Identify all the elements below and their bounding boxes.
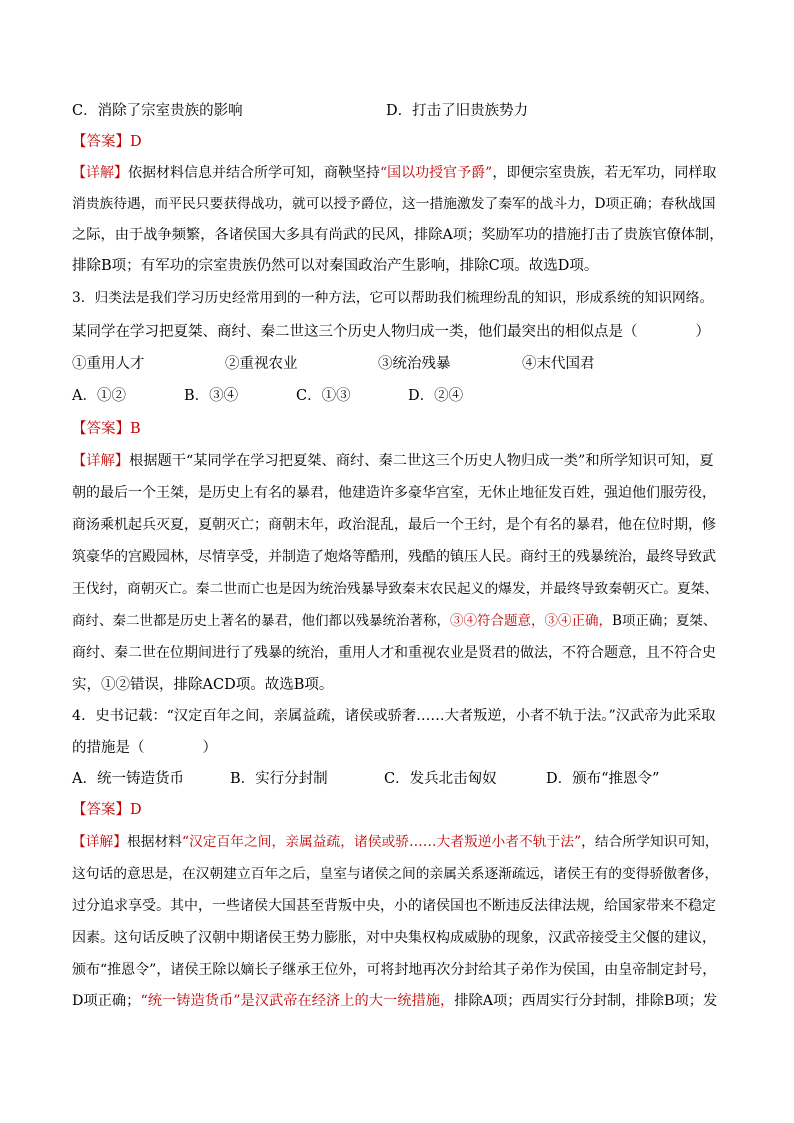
q3-detail-line-5: 王伐纣，商朝灭亡。秦二世而亡也是因为统治残暴导致秦末农民起义的爆发，并最终导致秦朝灭亡。夏桀、 — [72, 581, 719, 597]
highlighted-conclusion: ③④符合题意，③④正确， — [450, 613, 612, 629]
q3-detail-line-1 — [72, 451, 724, 471]
q3-item-4: ④末代国君 — [522, 356, 595, 372]
answer-value: B — [130, 421, 141, 437]
q4-option-a: A．统一铸造货币 — [72, 771, 184, 787]
q2-option-c: C．消除了宗室贵族的影响 — [72, 103, 243, 119]
q3-detail-line-6 — [72, 611, 724, 631]
detail-tag: 【详解】 — [72, 453, 130, 469]
q4-detail-line-1 — [72, 832, 724, 852]
text-span: ，结合所学知识可知， — [581, 834, 719, 850]
text-span: 根据题干“某同学在学习把夏桀、商纣、秦二世这三个历史人物归成一类”和所学知识可知，夏 — [129, 453, 714, 469]
answer-value: D — [130, 134, 142, 150]
q4-option-c: C．发兵北击匈奴 — [384, 771, 497, 787]
q3-stem-line-1: 3．归类法是我们学习历史经常用到的一种方法，它可以帮助我们梳理纷乱的知识，形成系统的知识网络。 — [72, 290, 714, 306]
q3-detail-line-2: 朝的最后一个王桀，是历史上有名的暴君，他建造许多豪华宫室，无休止地征发百姓，强迫他们服劳役， — [72, 485, 716, 501]
answer-value: D — [130, 802, 142, 818]
text-span: ，即便宗室贵族，若无军功，同样取 — [492, 165, 717, 181]
quoted-material: “汉定百年之间，亲属益疏，诸侯或骄……大者叛逆小者不轨于法” — [182, 834, 582, 850]
answer-tag: 【答案】 — [72, 421, 130, 437]
q3-item-1: ①重用人才 — [72, 356, 145, 372]
q2-detail-line-2: 消贵族待遇，而平民只要获得战功，就可以授予爵位，这一措施激发了秦军的战斗力，D项正确；春秋战国 — [72, 196, 716, 212]
answer-tag: 【答案】 — [72, 134, 130, 150]
q3-option-c: C．①③ — [296, 388, 351, 404]
q2-options-cd — [72, 101, 724, 121]
q2-option-d: D．打击了旧贵族势力 — [386, 103, 529, 119]
text-span: D项正确； — [72, 993, 141, 1009]
q4-option-b: B．实行分封制 — [230, 771, 328, 787]
q4-detail-line-2: 这句话的意思是，在汉朝建立百年之后，皇室与诸侯之间的亲属关系逐渐疏远，诸侯王有的变得骄傲奢侈， — [72, 866, 719, 882]
q3-option-d: D．②④ — [408, 388, 464, 404]
q4-detail-line-3: 过分追求享受。其中，一些诸侯大国甚至背叛中央，小的诸侯国也不断违反法律法规，给国家带来不稳定 — [72, 898, 716, 914]
detail-tag: 【详解】 — [72, 165, 128, 181]
q3-detail-line-7: 商纣、秦二世在位期间进行了残暴的统治，重用人才和重视农业是贤君的做法，不符合题意，且不符合史 — [72, 645, 716, 661]
q3-stem-line-2: 某同学在学习把夏桀、商纣、秦二世这三个历史人物归成一类，他们最突出的相似点是（ ） — [72, 324, 710, 340]
q3-options — [72, 386, 724, 406]
q4-stem-line-1: 4．史书记载：“汉定百年之间，亲属益疏，诸侯或骄奢……大者叛逆，小者不轨于法。”汉武帝为此采取 — [72, 708, 716, 724]
answer-tag: 【答案】 — [72, 802, 130, 818]
q2-detail-line-1 — [72, 163, 724, 183]
q3-option-a: A．①② — [72, 388, 126, 404]
q4-answer — [72, 800, 724, 820]
q2-answer — [72, 132, 724, 152]
q4-detail-line-5: 颁布“推恩令”，诸侯王除以嫡长子继承王位外，可将封地再次分封给其子弟作为侯国，由皇帝制定封号， — [72, 962, 717, 978]
q2-detail-line-4: 排除B项；有军功的宗室贵族仍然可以对秦国政治产生影响，排除C项。故选D项。 — [72, 258, 599, 274]
q3-item-2: ②重视农业 — [225, 356, 298, 372]
q4-stem-line-2: 的措施是（ ） — [72, 740, 217, 756]
q3-detail-line-4: 筑豪华的宫殿园林，尽情享受，并制造了炮烙等酷刑，残酷的镇压人民。商纣王的残暴统治，最终导致武 — [72, 549, 716, 565]
text-span: B项正确；夏桀、 — [612, 613, 717, 629]
q3-detail-line-3: 商汤乘机起兵灭夏，夏朝灭亡；商朝末年，政治混乱，最后一个王纣，是个有名的暴君，他在位时期，修 — [72, 517, 716, 533]
q4-options — [72, 769, 724, 789]
highlighted-statement: “统一铸造货币”是汉武帝在经济上的大一统措施， — [140, 993, 455, 1009]
q3-option-b: B．③④ — [184, 388, 239, 404]
q4-detail-line-4: 因素。这句话反映了汉朝中期诸侯王势力膨胀，对中央集权构成威胁的现象，汉武帝接受主父偃的建议， — [72, 930, 716, 946]
q3-item-3: ③统治残暴 — [378, 356, 451, 372]
quoted-material: “国以功授官予爵” — [380, 165, 493, 181]
q3-items — [72, 354, 724, 374]
text-span: 根据材料 — [127, 834, 183, 850]
q2-detail-line-3: 之际，由于战争频繁，各诸侯国大多具有尚武的民风，排除A项；奖励军功的措施打击了贵族官僚体制， — [72, 227, 724, 243]
q4-option-d: D．颁布“推恩令” — [546, 771, 660, 787]
text-span: 依据材料信息并结合所学可知，商鞅坚持 — [128, 165, 380, 181]
q3-answer — [72, 419, 724, 439]
q4-detail-line-6 — [72, 991, 724, 1011]
q3-detail-line-8: 实，①②错误，排除ACD项。故选B项。 — [72, 677, 334, 693]
detail-tag: 【详解】 — [72, 834, 128, 850]
text-span: 排除A项；西周实行分封制，排除B项；发 — [454, 993, 718, 1009]
text-span: 商纣、秦二世都是历史上著名的暴君，他们都以残暴统治著称， — [72, 613, 450, 629]
